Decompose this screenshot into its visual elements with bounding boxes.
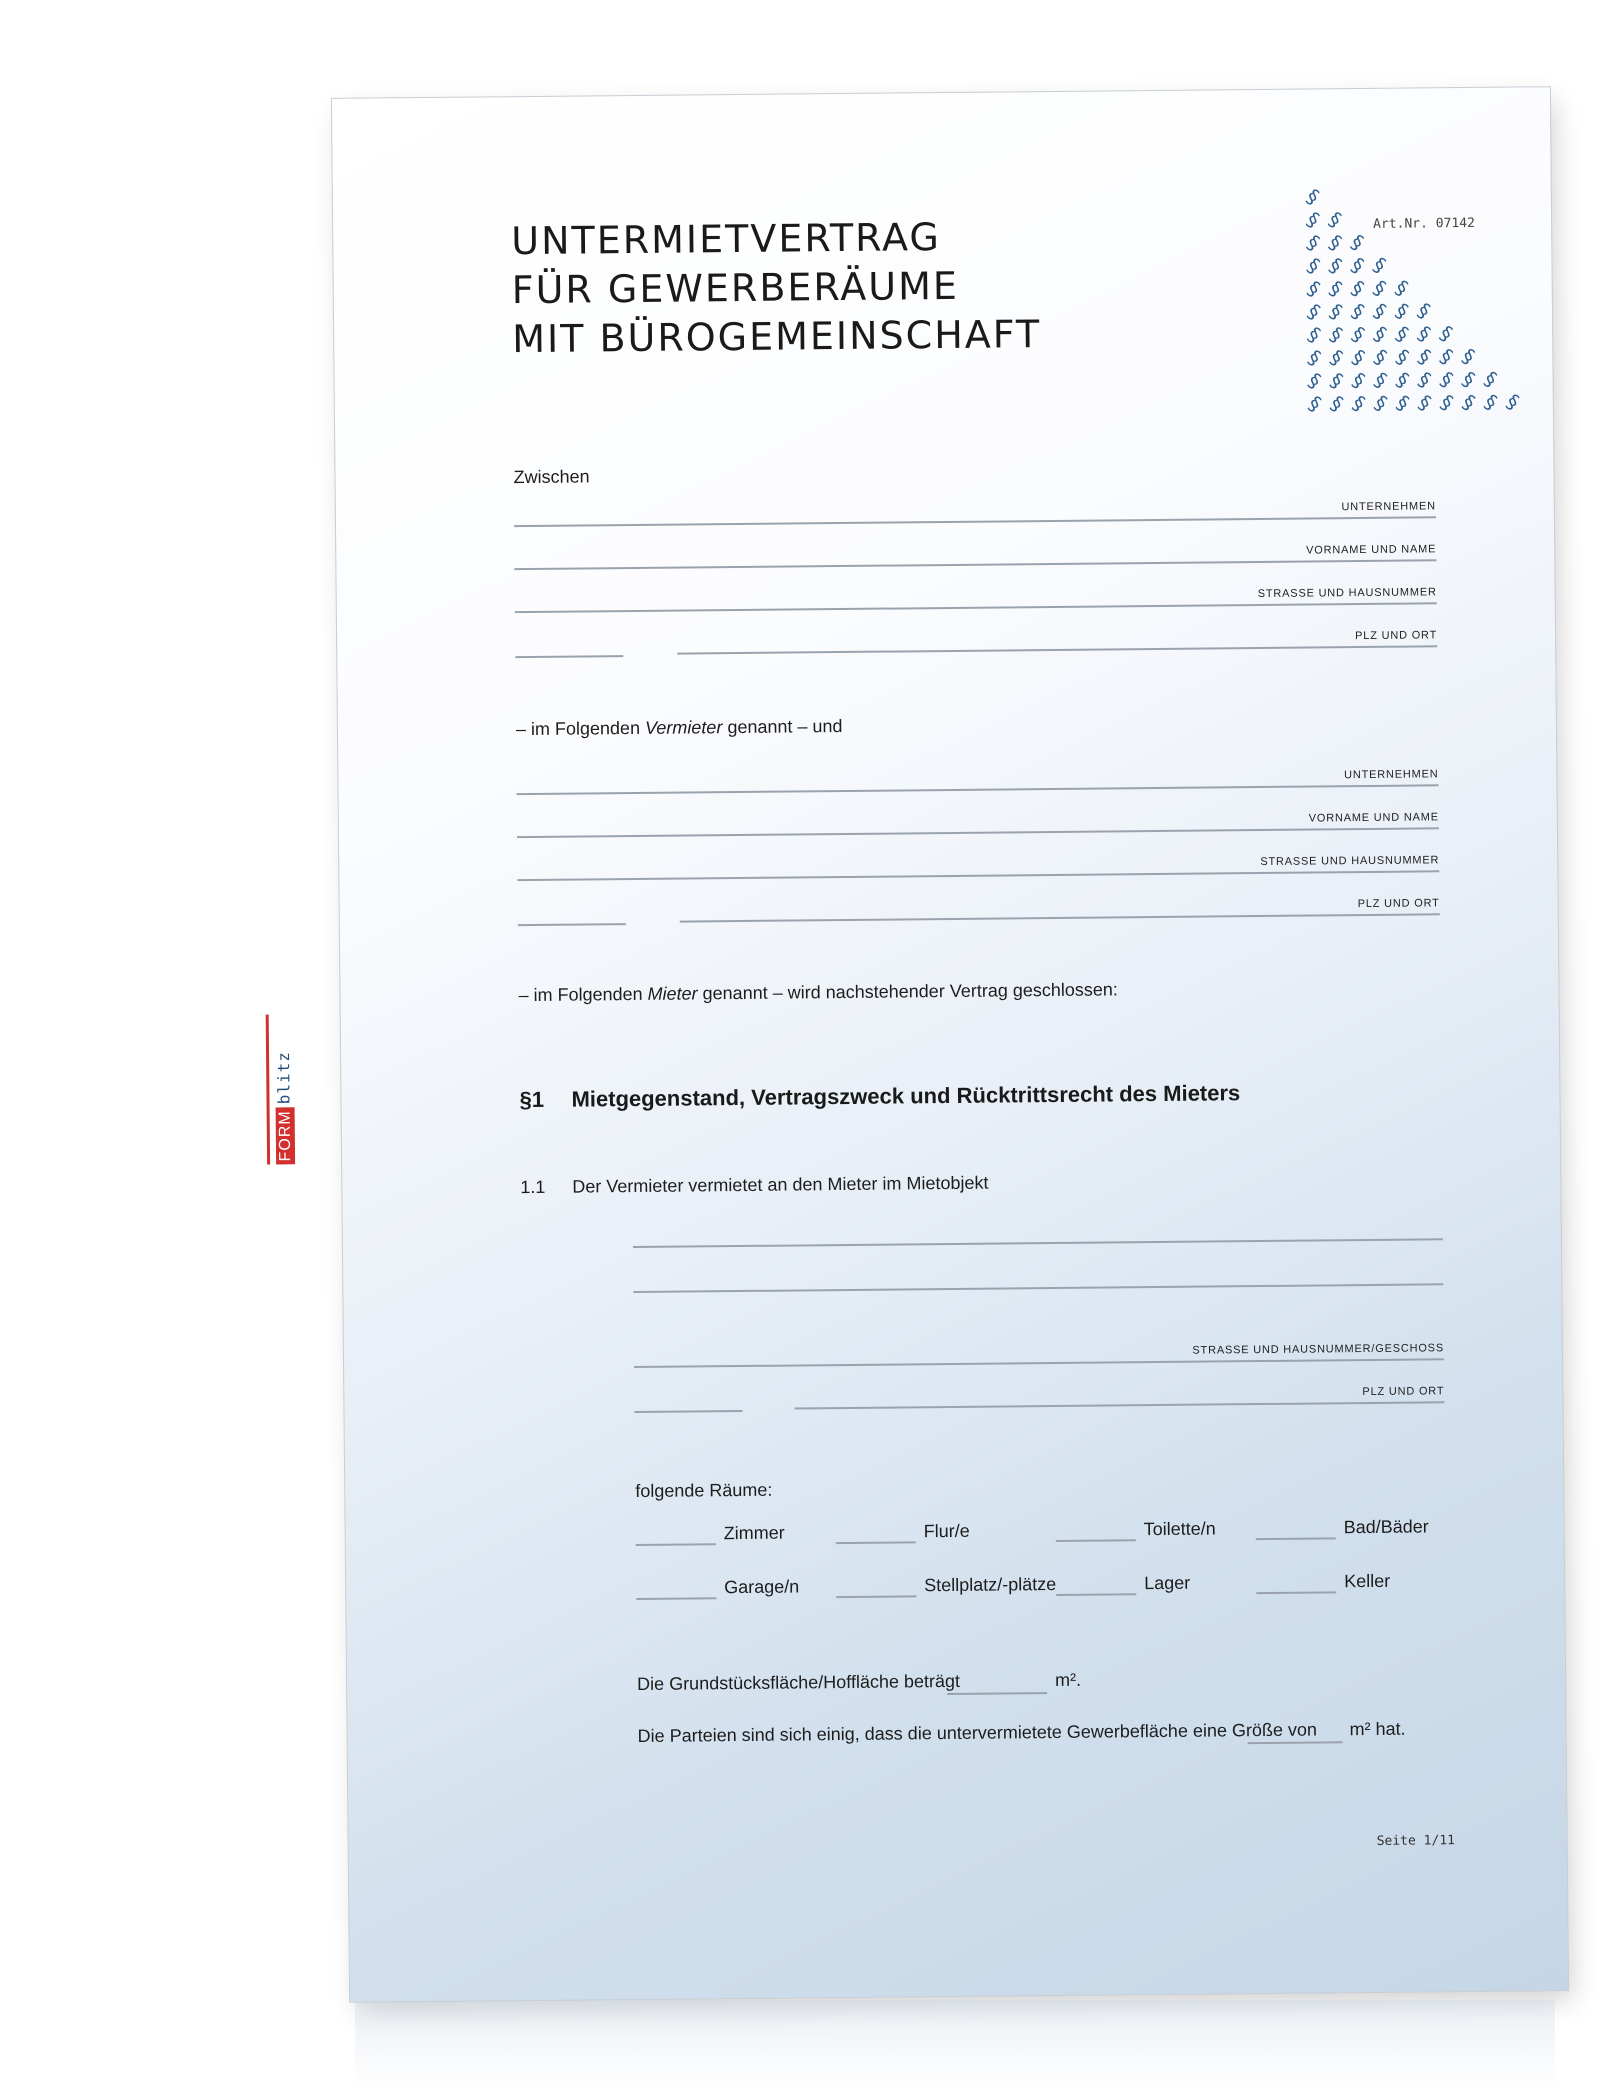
- paragraph-glyph: §: [1435, 320, 1458, 347]
- landlord-clause-prefix: – im Folgenden: [515, 717, 646, 740]
- landlord-clause: [516, 716, 843, 740]
- paragraph-glyph: §: [1502, 388, 1524, 415]
- paragraph-glyph: §: [1302, 183, 1324, 210]
- field-caption: UNTERNEHMEN: [1341, 500, 1436, 514]
- room-blank-stellplatz[interactable]: [836, 1595, 916, 1598]
- logo-blitz: blitz: [274, 1051, 294, 1105]
- paragraph-glyph: §: [1302, 229, 1325, 256]
- paragraph-glyph: §: [1325, 344, 1348, 371]
- field-line: [514, 516, 1436, 527]
- paragraph-glyph: §: [1346, 252, 1369, 278]
- room-blank-garage[interactable]: [636, 1597, 716, 1600]
- room-blank-flur[interactable]: [836, 1541, 916, 1544]
- field-line: [794, 1401, 1444, 1409]
- object-zip-field[interactable]: [635, 1410, 743, 1413]
- paragraph-glyph: §: [1326, 390, 1348, 417]
- logo-bar: [266, 1015, 270, 1165]
- room-blank-keller[interactable]: [1256, 1591, 1336, 1594]
- object-line-1[interactable]: [633, 1238, 1443, 1248]
- room-label-garage: Garage/n: [724, 1576, 800, 1598]
- paragraph-glyph: §: [1413, 297, 1435, 324]
- field-line: [517, 827, 1439, 838]
- paragraph-glyph: §: [1391, 321, 1414, 347]
- paragraph-glyph: §: [1368, 252, 1391, 278]
- field-line: [634, 1358, 1444, 1368]
- section-title: Mietgegenstand, Vertragszweck und Rücktrittsrecht des Mieters: [571, 1080, 1241, 1112]
- paragraph-glyph: §: [1304, 390, 1326, 417]
- paragraph-glyph: §: [1413, 320, 1436, 347]
- paragraph-glyph: §: [1413, 366, 1436, 393]
- size-sentence: Die Parteien sind sich einig, dass die untervermietete Gewerbefläche eine Größe von: [637, 1719, 1318, 1747]
- paragraph-glyph: §: [1325, 367, 1348, 394]
- field-line: [677, 645, 1437, 654]
- paragraph-glyph: §: [1347, 298, 1370, 324]
- tenant-city-field[interactable]: [680, 885, 1440, 922]
- size-unit: m² hat.: [1349, 1718, 1406, 1740]
- field-caption: PLZ UND ORT: [1355, 629, 1438, 643]
- subsection-text: Der Vermieter vermietet an den Mieter im Mietobjekt: [572, 1172, 989, 1197]
- paragraph-glyph: §: [1369, 367, 1392, 393]
- formblitz-logo: [266, 1014, 307, 1164]
- field-caption: STRASSE UND HAUSNUMMER: [1257, 586, 1437, 601]
- paragraph-glyph: §: [1413, 343, 1436, 370]
- object-city-field[interactable]: [794, 1373, 1444, 1409]
- landlord-name-field[interactable]: [514, 531, 1436, 570]
- paragraph-glyph: §: [1347, 367, 1370, 393]
- paragraph-glyph: §: [1435, 343, 1458, 370]
- field-line: [517, 784, 1439, 795]
- paragraph-glyph: §: [1303, 298, 1326, 325]
- field-caption: PLZ UND ORT: [1357, 897, 1440, 911]
- landlord-city-field[interactable]: [677, 617, 1437, 654]
- rooms-intro: folgende Räume:: [635, 1479, 773, 1502]
- field-caption: UNTERNEHMEN: [1344, 768, 1439, 782]
- room-label-keller: Keller: [1344, 1570, 1391, 1592]
- field-caption: STRASSE UND HAUSNUMMER: [1260, 854, 1440, 869]
- field-line: [517, 870, 1439, 881]
- title-line-3: MIT BÜROGEMEINSCHAFT: [511, 312, 1042, 362]
- paragraph-glyph: §: [1303, 321, 1326, 348]
- tenant-role: Mieter: [647, 983, 698, 1004]
- room-label-lager: Lager: [1144, 1572, 1191, 1594]
- area-unit: m².: [1055, 1669, 1082, 1691]
- field-line: [514, 559, 1436, 570]
- tenant-zip-field[interactable]: [518, 923, 626, 926]
- size-blank[interactable]: [1248, 1741, 1343, 1744]
- logo-form: FORM: [276, 1107, 296, 1164]
- paragraph-glyph: §: [1302, 252, 1325, 279]
- paragraph-glyph: §: [1480, 389, 1502, 415]
- document-title: [511, 212, 1041, 364]
- page-number: Seite 1/11: [1376, 1833, 1456, 1849]
- paragraph-glyph: §: [1324, 275, 1347, 302]
- room-label-toilette: Toilette/n: [1143, 1518, 1216, 1540]
- paragraph-glyph: §: [1324, 206, 1347, 233]
- paragraph-glyph: §: [1457, 366, 1480, 392]
- paragraph-glyph: §: [1369, 298, 1392, 324]
- between-label: Zwischen: [513, 466, 590, 488]
- paragraph-glyph: §: [1324, 229, 1347, 256]
- document-page: [274, 86, 1569, 2003]
- paragraph-glyph: §: [1346, 275, 1369, 301]
- room-label-bad: Bad/Bäder: [1343, 1516, 1429, 1538]
- paragraph-glyph: §: [1302, 275, 1325, 302]
- paragraph-glyph: §: [1346, 229, 1369, 255]
- field-caption: VORNAME UND NAME: [1306, 543, 1437, 557]
- paragraph-glyph: §: [1347, 344, 1370, 370]
- paragraph-glyph: §: [1436, 389, 1458, 416]
- paragraph-glyph: §: [1302, 206, 1325, 233]
- paragraph-pattern-icon: [1293, 180, 1524, 432]
- paragraph-glyph: §: [1369, 344, 1392, 370]
- room-label-flur: Flur/e: [923, 1520, 970, 1542]
- paragraph-glyph: §: [1325, 321, 1348, 348]
- landlord-zip-field[interactable]: [515, 655, 623, 658]
- paragraph-glyph: §: [1458, 389, 1480, 415]
- paragraph-glyph: §: [1370, 390, 1392, 416]
- room-blank-zimmer[interactable]: [636, 1543, 716, 1546]
- paragraph-glyph: §: [1457, 343, 1480, 369]
- section-number: §1: [519, 1086, 545, 1113]
- article-number: Art.Nr. 07142: [1373, 215, 1475, 232]
- title-line-2: FÜR GEWERBERÄUME: [511, 263, 960, 313]
- paragraph-glyph: §: [1325, 298, 1348, 325]
- paragraph-glyph: §: [1303, 367, 1326, 394]
- paragraph-glyph: §: [1391, 298, 1413, 324]
- paragraph-glyph: §: [1347, 321, 1370, 347]
- field-caption: PLZ UND ORT: [1362, 1385, 1445, 1399]
- area-blank[interactable]: [947, 1692, 1047, 1695]
- room-blank-lager[interactable]: [1056, 1593, 1136, 1596]
- field-caption: STRASSE UND HAUSNUMMER/GESCHOSS: [1192, 1342, 1444, 1357]
- paragraph-glyph: §: [1435, 366, 1458, 393]
- room-blank-bad[interactable]: [1256, 1537, 1336, 1540]
- tenant-clause-prefix: – im Folgenden: [518, 983, 648, 1006]
- paragraph-glyph: §: [1391, 344, 1414, 370]
- paragraph-glyph: §: [1391, 367, 1414, 393]
- page-reflection: [355, 2000, 1555, 2090]
- object-street-field[interactable]: [634, 1330, 1444, 1368]
- room-label-stellplatz: Stellplatz/-plätze: [924, 1574, 1057, 1596]
- landlord-clause-suffix: genannt – und: [722, 716, 843, 738]
- field-line: [515, 602, 1437, 613]
- paragraph-glyph: §: [1479, 366, 1502, 392]
- landlord-company-field[interactable]: [514, 488, 1436, 527]
- room-label-zimmer: Zimmer: [723, 1522, 785, 1544]
- field-line: [680, 913, 1440, 922]
- object-line-2[interactable]: [633, 1283, 1443, 1293]
- tenant-name-field[interactable]: [517, 799, 1439, 838]
- paragraph-glyph: §: [1368, 275, 1391, 301]
- subsection-number: 1.1: [520, 1176, 546, 1198]
- paragraph-glyph: §: [1324, 252, 1347, 279]
- room-blank-toilette[interactable]: [1056, 1539, 1136, 1542]
- logo-text: [274, 1051, 295, 1164]
- paragraph-glyph: §: [1392, 390, 1414, 416]
- paragraph-glyph: §: [1348, 390, 1370, 416]
- paragraph-glyph: §: [1303, 344, 1326, 371]
- paragraph-glyph: §: [1414, 389, 1436, 416]
- paragraph-glyph: §: [1369, 321, 1392, 347]
- field-caption: VORNAME UND NAME: [1308, 811, 1439, 825]
- title-line-1: UNTERMIETVERTRAG: [511, 215, 942, 264]
- tenant-street-field[interactable]: [517, 842, 1439, 881]
- tenant-company-field[interactable]: [516, 756, 1438, 795]
- tenant-clause-suffix: genannt – wird nachstehender Vertrag geschlossen:: [697, 979, 1118, 1004]
- tenant-clause: [518, 979, 1118, 1006]
- paragraph-glyph: §: [1390, 275, 1413, 301]
- landlord-role: Vermieter: [644, 717, 723, 738]
- landlord-street-field[interactable]: [515, 574, 1437, 613]
- area-sentence: Die Grundstücksfläche/Hoffläche beträgt: [637, 1670, 961, 1695]
